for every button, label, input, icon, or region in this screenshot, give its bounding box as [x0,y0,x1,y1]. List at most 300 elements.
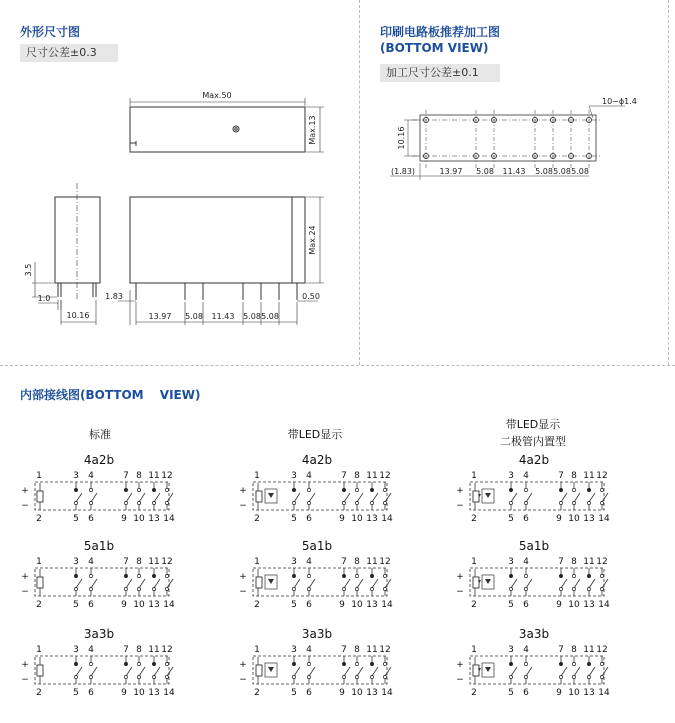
contact-point [165,488,168,491]
pin-label: 6 [88,688,94,698]
contact-arm [602,667,608,676]
pin-label: 8 [354,645,360,655]
contact-point [124,662,127,665]
contact-arm [76,579,82,588]
pcb-dim-holes: 10−ϕ1.4 [602,97,637,106]
pin-label: 14 [598,600,610,610]
pin-label: 7 [341,557,347,567]
pin-label: 11 [583,645,595,655]
contact-point [307,662,310,665]
wiring-diagram-1-0 [239,453,393,524]
contact-point [124,488,127,491]
pin-label: 5 [73,600,79,610]
contact-arm [344,667,350,676]
pin-label: 3 [508,557,514,567]
contact-arm [589,667,595,676]
relay-outline [253,568,387,596]
dim-left-offset: 1.83 [105,292,123,301]
wiring-diagram-2-2 [456,627,610,698]
led-icon [268,579,274,584]
pin-label: 9 [339,514,345,524]
plus-sign: + [21,660,29,670]
pin-label: 1 [471,557,477,567]
relay-outline [35,656,169,684]
outline-drawing [0,60,340,370]
pin-label: 3 [73,557,79,567]
wiring-diagram-2-1 [456,539,610,610]
variant-label: 4a2b [301,453,333,467]
contact-point [152,662,155,665]
contact-point [355,574,358,577]
pin-label: 7 [558,557,564,567]
contact-point [89,662,92,665]
pcb-dim-pitch-f: 5.08 [571,167,589,176]
contact-arm [357,667,363,676]
dim-pitch-d: 5.08 [243,312,261,321]
contact-point [587,662,590,665]
pin-label: 3 [291,557,297,567]
contact-point [165,574,168,577]
led-icon [485,579,491,584]
coil-icon [473,577,479,588]
contact-point [292,488,295,491]
pin-label: 13 [366,688,378,698]
minus-sign: − [456,587,464,597]
pin-label: 13 [148,514,160,524]
pin-label: 11 [148,557,160,567]
coil-icon [37,665,43,676]
pin-label: 12 [379,471,391,481]
pin-label: 8 [354,557,360,567]
pin-label: 7 [341,645,347,655]
pin-label: 6 [306,600,312,610]
minus-sign: − [239,501,247,511]
contact-point [165,662,168,665]
pin-label: 13 [148,688,160,698]
pin-label: 11 [148,645,160,655]
pin-label: 12 [596,645,608,655]
pin-label: 9 [121,514,127,524]
contact-arm [385,493,391,502]
plus-sign: + [456,660,464,670]
pin-label: 7 [123,557,129,567]
pin-label: 1 [471,645,477,655]
contact-point [342,662,345,665]
dim-max-width: Max.13 [308,115,317,145]
contact-point [383,662,386,665]
pin-label: 5 [73,514,79,524]
pin-label: 11 [583,471,595,481]
pin-label: 11 [366,471,378,481]
pin-label: 4 [88,557,94,567]
wiring-diagram-0-0 [21,453,175,524]
contact-point [370,488,373,491]
pin-label: 2 [254,688,260,698]
pin-label: 12 [161,557,173,567]
contact-arm [344,579,350,588]
pin-label: 8 [136,557,142,567]
pin-label: 14 [598,514,610,524]
contact-point [89,488,92,491]
pin-label: 7 [558,471,564,481]
pin-label: 8 [136,645,142,655]
pin-label: 7 [123,471,129,481]
pin-label: 1 [471,471,477,481]
contact-arm [561,493,567,502]
plus-sign: + [456,486,464,496]
column-label-led: 带LED显示 [287,428,343,441]
relay-outline [470,568,604,596]
pin-label: 2 [471,688,477,698]
pin-label: 11 [366,645,378,655]
wiring-title: 内部接线图(BOTTOM VIEW) [20,388,201,402]
pin-label: 6 [306,514,312,524]
pin-label: 3 [73,471,79,481]
contact-point [572,662,575,665]
contact-point [355,662,358,665]
contact-point [587,574,590,577]
contact-point [587,488,590,491]
contact-arm [385,667,391,676]
dim-pitch-a: 13.97 [148,312,172,321]
contact-arm [167,493,173,502]
pin-label: 9 [339,600,345,610]
variant-label: 3a3b [83,627,115,641]
contact-point [600,488,603,491]
pin-label: 14 [381,514,393,524]
dim-pitch-e: 5.08 [261,312,279,321]
pin-label: 3 [291,471,297,481]
pin-label: 10 [568,514,580,524]
pcb-dim-row-pitch: 10.16 [397,126,406,150]
pin-label: 4 [523,645,529,655]
contact-arm [526,667,532,676]
pin-label: 12 [379,645,391,655]
wiring-diagrams [0,440,675,720]
pin-label: 4 [523,557,529,567]
contact-arm [167,667,173,676]
pin-label: 14 [163,600,175,610]
pin-label: 3 [73,645,79,655]
contact-arm [526,579,532,588]
minus-sign: − [456,501,464,511]
contact-point [524,574,527,577]
led-icon [485,493,491,498]
relay-outline [253,482,387,510]
relay-outline [253,656,387,684]
contact-arm [126,579,132,588]
contact-arm [372,493,378,502]
variant-label: 5a1b [83,539,115,553]
pcb-dim-pitch-a: 13.97 [439,167,463,176]
pin-label: 6 [88,600,94,610]
led-icon [485,667,491,672]
contact-point [572,574,575,577]
plus-sign: + [456,572,464,582]
contact-point [355,488,358,491]
pin-label: 7 [123,645,129,655]
contact-point [524,662,527,665]
contact-arm [126,493,132,502]
pin-label: 13 [583,514,595,524]
contact-arm [154,667,160,676]
pin-label: 4 [306,645,312,655]
dim-max-height: Max.24 [308,225,317,255]
variant-label: 4a2b [83,453,115,467]
pin-label: 1 [254,645,260,655]
pin-label: 3 [508,471,514,481]
coil-icon [37,577,43,588]
variant-label: 5a1b [301,539,333,553]
contact-arm [91,579,97,588]
contact-point [137,488,140,491]
contact-point [342,488,345,491]
pin-label: 13 [366,600,378,610]
pin-label: 9 [556,514,562,524]
contact-arm [574,493,580,502]
pin-label: 5 [291,514,297,524]
pin-label: 4 [306,471,312,481]
contact-point [572,488,575,491]
contact-point [524,488,527,491]
dim-right-offset: 0.50 [302,292,320,301]
pin-label: 2 [471,600,477,610]
pin-label: 13 [583,688,595,698]
right-edge-divider [668,0,669,365]
relay-side-view [55,197,100,283]
contact-arm [309,579,315,588]
contact-point [292,662,295,665]
pin-label: 4 [88,645,94,655]
minus-sign: − [21,675,29,685]
contact-arm [602,493,608,502]
pin-label: 6 [306,688,312,698]
pin-label: 4 [306,557,312,567]
contact-arm [167,579,173,588]
minus-sign: − [21,501,29,511]
pin-label: 6 [523,688,529,698]
contact-point [307,574,310,577]
contact-arm [372,579,378,588]
contact-point [342,574,345,577]
pin-label: 14 [381,688,393,698]
pin-label: 5 [508,688,514,698]
plus-sign: + [239,572,247,582]
dim-side-pitch: 10.16 [66,311,90,320]
pin-label: 4 [523,471,529,481]
pcb-subtitle: (BOTTOM VIEW) [380,41,489,55]
contact-arm [511,667,517,676]
pin-label: 5 [291,688,297,698]
pin-label: 14 [163,514,175,524]
contact-arm [589,579,595,588]
contact-point [74,488,77,491]
contact-point [509,662,512,665]
column-label-led-diode-sub: 二极管内置型 [500,435,566,448]
pin-label: 5 [73,688,79,698]
contact-point [509,488,512,491]
pcb-dim-pitch-e: 5.08 [553,167,571,176]
column-label-standard: 标准 [89,428,111,441]
pin-label: 10 [351,600,363,610]
contact-point [559,574,562,577]
pin-label: 13 [148,600,160,610]
pcb-dim-pitch-b: 5.08 [476,167,494,176]
pin-label: 7 [341,471,347,481]
pin-label: 10 [568,688,580,698]
contact-arm [511,579,517,588]
contact-arm [385,579,391,588]
contact-arm [126,667,132,676]
contact-arm [357,493,363,502]
pin-label: 10 [133,600,145,610]
contact-arm [76,493,82,502]
contact-point [600,574,603,577]
outline-title: 外形尺寸图 [20,25,81,39]
pin-label: 13 [366,514,378,524]
variant-label: 4a2b [518,453,550,467]
plus-sign: + [21,486,29,496]
contact-arm [309,667,315,676]
coil-icon [256,491,262,502]
pin-label: 8 [571,645,577,655]
contact-point [137,662,140,665]
contact-arm [91,493,97,502]
pin-label: 8 [136,471,142,481]
plus-sign: + [239,660,247,670]
contact-point [152,574,155,577]
pin-label: 12 [379,557,391,567]
contact-point [124,574,127,577]
pin-label: 10 [351,688,363,698]
variant-label: 3a3b [301,627,333,641]
pin-label: 2 [254,514,260,524]
contact-arm [344,493,350,502]
contact-point [370,662,373,665]
pin-label: 1 [36,557,42,567]
pcb-tolerance-badge: 加工尺寸公差±0.1 [380,64,500,82]
dim-pitch-b: 5.08 [185,312,203,321]
variant-label: 3a3b [518,627,550,641]
pin-label: 10 [133,514,145,524]
contact-point [559,488,562,491]
pin-label: 12 [596,557,608,567]
outline-tolerance-badge: 尺寸公差±0.3 [20,44,118,62]
led-icon [268,493,274,498]
pin-label: 5 [291,600,297,610]
contact-arm [139,493,145,502]
wiring-diagram-0-1 [21,539,175,610]
contact-arm [91,667,97,676]
variant-label: 5a1b [518,539,550,553]
pin-label: 8 [571,557,577,567]
dim-pitch-c: 11.43 [211,312,235,321]
pin-label: 1 [36,645,42,655]
pin-label: 3 [508,645,514,655]
contact-arm [294,493,300,502]
dim-max-length: Max.50 [202,91,232,100]
contact-arm [139,579,145,588]
coil-icon [473,491,479,502]
contact-point [383,488,386,491]
pin-label: 11 [148,471,160,481]
wiring-diagram-0-2 [21,627,175,698]
contact-point [292,574,295,577]
contact-point [307,488,310,491]
relay-outline [35,482,169,510]
pin-label: 9 [121,600,127,610]
pin-label: 9 [556,688,562,698]
pin-label: 10 [133,688,145,698]
pin-label: 2 [36,600,42,610]
pin-label: 12 [161,471,173,481]
pin-label: 11 [583,557,595,567]
minus-sign: − [456,675,464,685]
contact-point [559,662,562,665]
pin-label: 8 [571,471,577,481]
pin-label: 5 [508,600,514,610]
pin-label: 13 [583,600,595,610]
column-label-led-diode: 带LED显示 [505,418,561,431]
contact-point [509,574,512,577]
relay-outline [35,568,169,596]
pin-label: 1 [254,471,260,481]
contact-arm [574,579,580,588]
coil-icon [473,665,479,676]
relay-outline [470,482,604,510]
pin-label: 2 [471,514,477,524]
pin-label: 1 [36,471,42,481]
minus-sign: − [239,587,247,597]
pin-label: 7 [558,645,564,655]
contact-arm [561,667,567,676]
pin-label: 5 [508,514,514,524]
pin-label: 8 [354,471,360,481]
contact-arm [511,493,517,502]
pcb-dim-offset: (1.83) [390,167,416,176]
pin-label: 4 [88,471,94,481]
pcb-dim-pitch-d: 5.08 [535,167,553,176]
contact-arm [589,493,595,502]
contact-arm [561,579,567,588]
pcb-dim-pitch-c: 11.43 [502,167,526,176]
contact-point [74,662,77,665]
coil-icon [256,665,262,676]
pin-label: 10 [351,514,363,524]
pin-label: 10 [568,600,580,610]
contact-point [383,574,386,577]
contact-point [137,574,140,577]
pin-label: 3 [291,645,297,655]
pin-label: 6 [523,600,529,610]
minus-sign: − [21,587,29,597]
contact-arm [372,667,378,676]
contact-point [89,574,92,577]
pin-label: 2 [36,688,42,698]
relay-top-view [130,107,305,152]
pin-label: 14 [163,688,175,698]
contact-arm [357,579,363,588]
contact-point [74,574,77,577]
wiring-diagram-1-2 [239,627,393,698]
contact-arm [139,667,145,676]
pin-label: 6 [523,514,529,524]
contact-point [370,574,373,577]
pin-label: 12 [161,645,173,655]
pin-label: 14 [598,688,610,698]
contact-point [152,488,155,491]
led-icon [268,667,274,672]
